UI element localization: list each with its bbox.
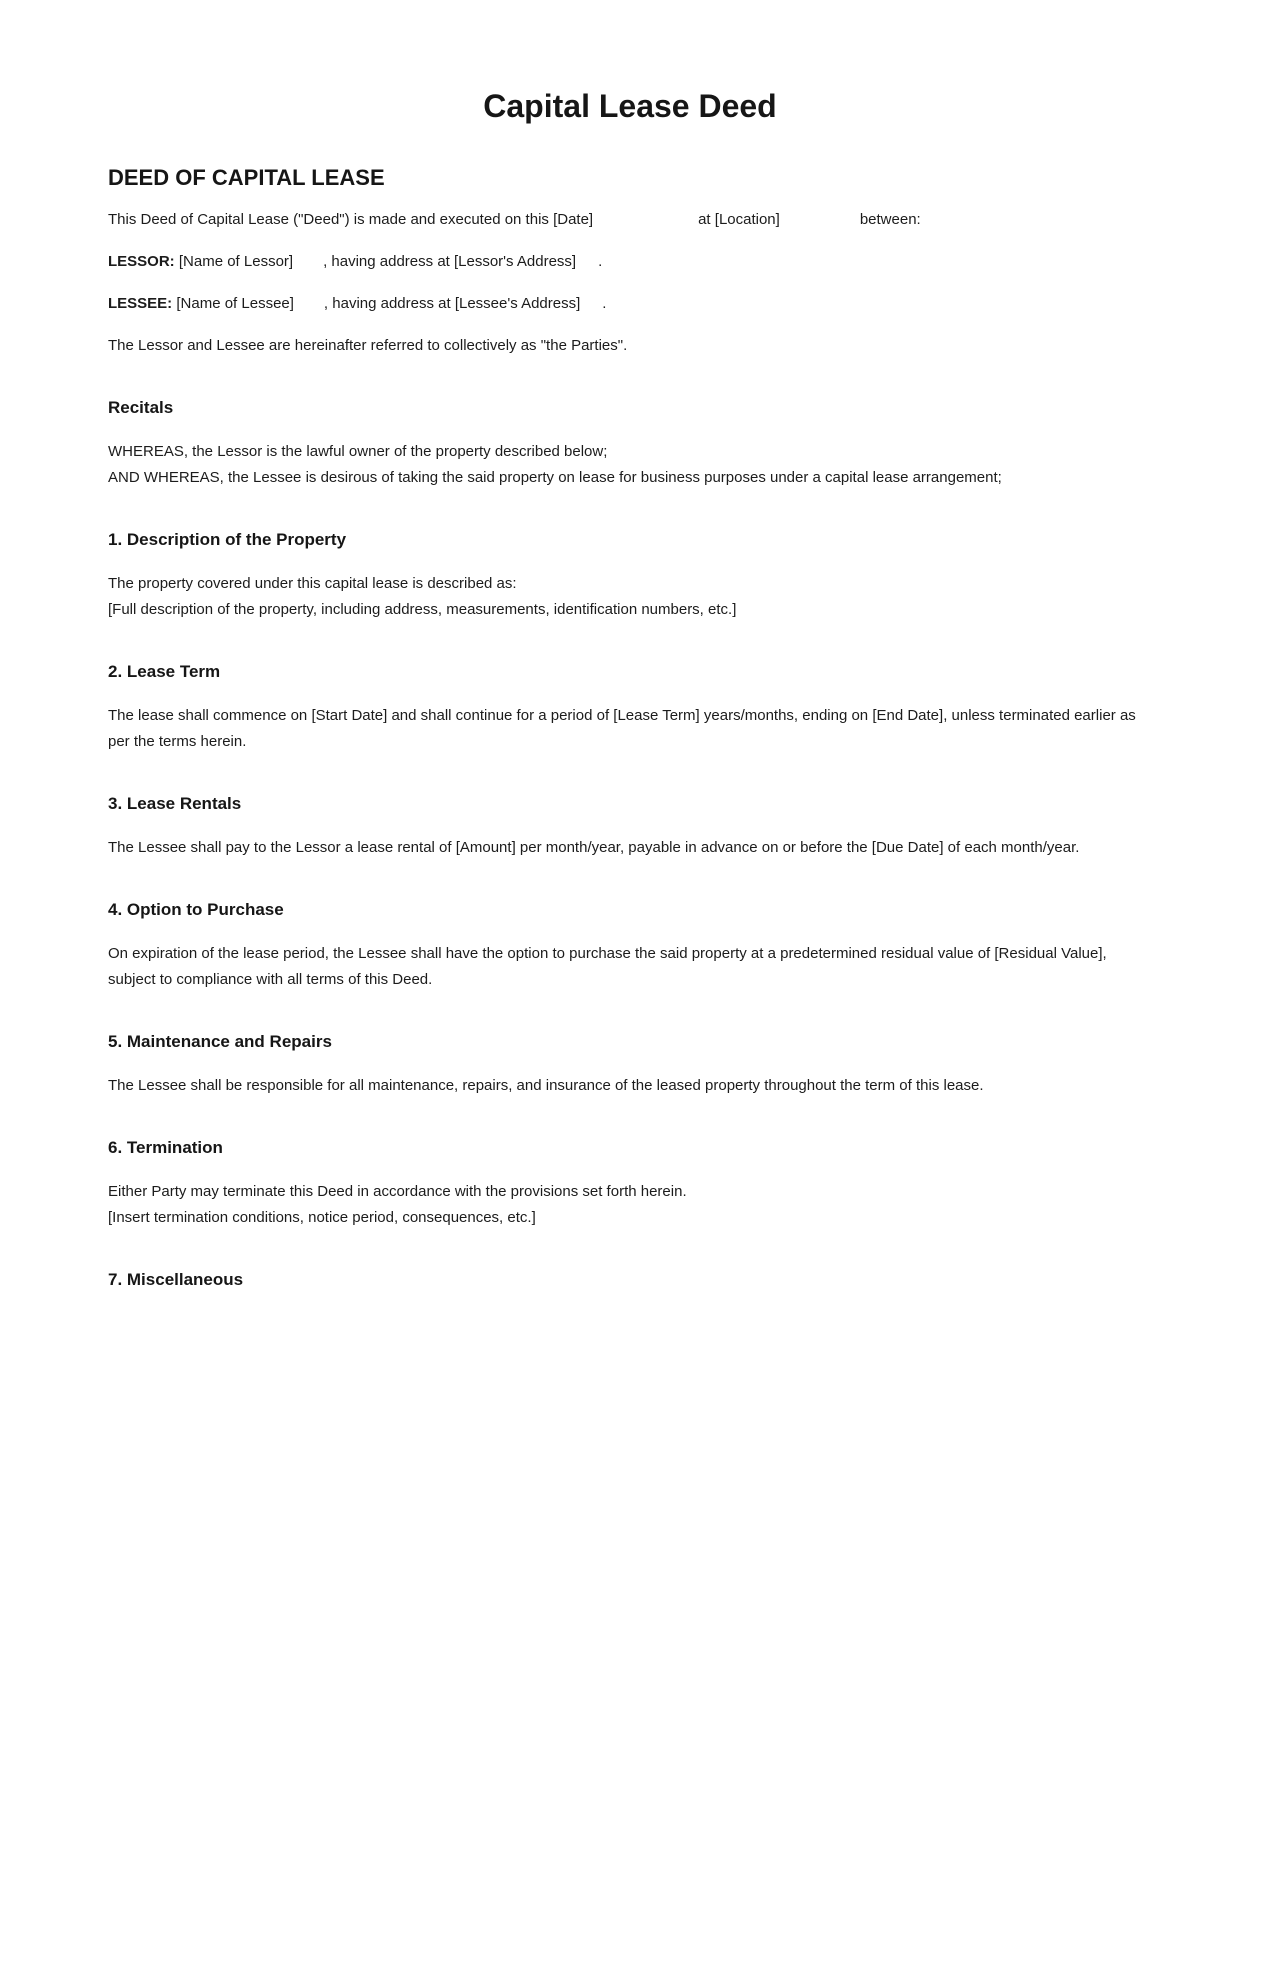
lessee-line-period: . (602, 295, 607, 312)
intro-location-text: at [Location] (698, 211, 780, 228)
section-4-paragraph: On expiration of the lease period, the Lessee shall have the option to purchase the said property at a predetermined residual value of [Residual Value], subject to compliance with all terms of this Deed. (108, 945, 1107, 988)
section-6-line-2: [Insert termination conditions, notice period, consequences, etc.] (108, 1209, 536, 1226)
lessor-label: LESSOR: (108, 253, 175, 270)
section-maintenance-and-repairs (108, 1031, 1152, 1099)
blank-date-space (593, 223, 698, 224)
recitals-heading: Recitals (108, 398, 174, 417)
blank-lessee-name-space (294, 307, 324, 308)
section-miscellaneous (108, 1269, 1152, 1291)
intro-paragraph (108, 207, 1152, 233)
lessor-name-placeholder: [Name of Lessor] (178, 253, 294, 270)
lessee-name-placeholder: [Name of Lessee] (176, 295, 294, 312)
page-title: Capital Lease Deed (483, 88, 777, 124)
lessor-address-text: , having address at [Lessor's Address] (323, 253, 577, 270)
parties-note: The Lessor and Lessee are hereinafter referred to collectively as "the Parties". (108, 337, 628, 354)
section-3-heading: 3. Lease Rentals (108, 794, 242, 813)
blank-lessor-address-space (576, 265, 598, 266)
intro-between-text: between: (859, 211, 921, 228)
lessee-address-text: , having address at [Lessee's Address] (323, 295, 581, 312)
section-1-heading: 1. Description of the Property (108, 530, 347, 549)
section-5-paragraph: The Lessee shall be responsible for all maintenance, repairs, and insurance of the leased property throughout the term of this lease. (108, 1077, 984, 1094)
recitals-line-2: AND WHEREAS, the Lessee is desirous of taking the said property on lease for business purposes under a capital lease arrangement; (108, 469, 1002, 486)
lessee-label: LESSEE: (108, 295, 173, 312)
blank-lessee-address-space (580, 307, 602, 308)
section-6-heading: 6. Termination (108, 1138, 223, 1157)
recitals-line-1: WHEREAS, the Lessor is the lawful owner of the property described below; (108, 443, 608, 460)
blank-lessor-name-space (293, 265, 323, 266)
main-heading: DEED OF CAPITAL LEASE (108, 165, 385, 190)
section-6-line-1: Either Party may terminate this Deed in accordance with the provisions set forth herein. (108, 1183, 687, 1200)
section-3-paragraph: The Lessee shall pay to the Lessor a lease rental of [Amount] per month/year, payable in advance on or before the [Due Date] of each month/year. (108, 839, 1080, 856)
blank-location-space (780, 223, 860, 224)
section-1-line-2: [Full description of the property, including address, measurements, identification numbers, etc.] (108, 601, 737, 618)
section-6-paragraph (108, 1179, 1152, 1231)
section-lease-term (108, 661, 1152, 755)
section-lease-rentals (108, 793, 1152, 861)
lessor-line (108, 249, 1152, 275)
section-1-line-1: The property covered under this capital lease is described as: (108, 575, 517, 592)
section-1-paragraph (108, 571, 1152, 623)
lessee-line (108, 291, 1152, 317)
intro-made-executed-text: This Deed of Capital Lease ("Deed") is made and executed on this [Date] (108, 211, 594, 228)
section-option-to-purchase (108, 899, 1152, 993)
recitals-paragraph (108, 439, 1152, 491)
section-4-heading: 4. Option to Purchase (108, 900, 284, 919)
section-5-heading: 5. Maintenance and Repairs (108, 1032, 332, 1051)
section-description-of-property (108, 529, 1152, 623)
section-2-paragraph: The lease shall commence on [Start Date] and shall continue for a period of [Lease Term] years/months, ending on [End Date], unless terminated earlier as per the terms herein. (108, 707, 1136, 750)
section-7-heading: 7. Miscellaneous (108, 1270, 244, 1289)
section-termination (108, 1137, 1152, 1231)
lessor-line-period: . (598, 253, 603, 270)
section-2-heading: 2. Lease Term (108, 662, 221, 681)
